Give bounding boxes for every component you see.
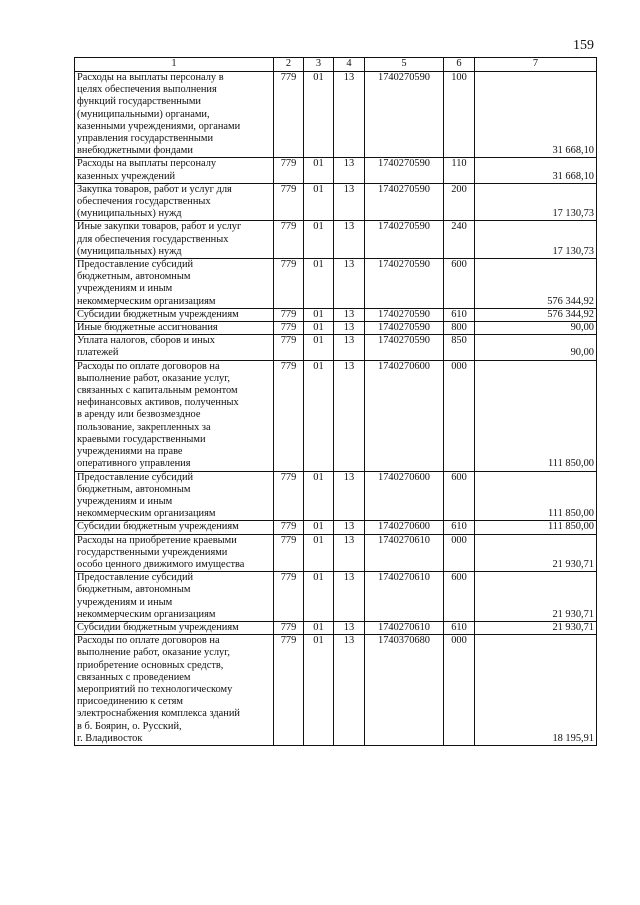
row-code-2: 779 xyxy=(274,322,304,335)
row-code-3: 01 xyxy=(304,621,334,634)
row-code-5: 1740370680 xyxy=(365,635,444,746)
row-code-4: 13 xyxy=(334,521,365,534)
row-code-6: 600 xyxy=(444,471,475,521)
row-code-5: 1740270610 xyxy=(365,621,444,634)
row-code-6: 600 xyxy=(444,572,475,622)
row-name: Предоставление субсидий бюджетным, автономным учреждениям и иным некоммерческим организациям xyxy=(75,259,274,309)
row-code-4: 13 xyxy=(334,572,365,622)
row-code-2: 779 xyxy=(274,335,304,360)
row-code-6: 000 xyxy=(444,360,475,471)
row-code-4: 13 xyxy=(334,308,365,321)
row-amount: 90,00 xyxy=(475,335,597,360)
row-code-6: 200 xyxy=(444,183,475,221)
table-row xyxy=(75,635,597,746)
header-cell: 6 xyxy=(444,58,475,72)
row-code-2: 779 xyxy=(274,221,304,259)
row-amount: 576 344,92 xyxy=(475,308,597,321)
row-code-4: 13 xyxy=(334,183,365,221)
row-amount: 576 344,92 xyxy=(475,259,597,309)
row-code-6: 800 xyxy=(444,322,475,335)
row-code-2: 779 xyxy=(274,259,304,309)
table-header-row xyxy=(75,58,597,72)
row-code-5: 1740270590 xyxy=(365,158,444,183)
row-name: Субсидии бюджетным учреждениям xyxy=(75,308,274,321)
row-code-6: 610 xyxy=(444,521,475,534)
row-name: Иные закупки товаров, работ и услуг для обеспечения государственных (муниципальных) нужд xyxy=(75,221,274,259)
row-name: Расходы по оплате договоров на выполнение работ, оказание услуг, приобретение основных средств, связанных с проведением мероприятий по технологическому присоединению к сетям электроснабжения комплекса зданий в б. Боярин, о. Русский, г. Владивосток xyxy=(75,635,274,746)
row-code-6: 110 xyxy=(444,158,475,183)
row-amount: 31 668,10 xyxy=(475,72,597,158)
row-code-6: 600 xyxy=(444,259,475,309)
row-amount: 111 850,00 xyxy=(475,521,597,534)
row-code-3: 01 xyxy=(304,308,334,321)
row-code-2: 779 xyxy=(274,308,304,321)
row-code-5: 1740270610 xyxy=(365,534,444,572)
header-cell: 7 xyxy=(475,58,597,72)
row-name: Расходы на выплаты персоналу казенных учреждений xyxy=(75,158,274,183)
row-name: Иные бюджетные ассигнования xyxy=(75,322,274,335)
row-code-3: 01 xyxy=(304,158,334,183)
row-code-6: 000 xyxy=(444,534,475,572)
row-name: Субсидии бюджетным учреждениям xyxy=(75,621,274,634)
row-code-5: 1740270590 xyxy=(365,183,444,221)
row-code-3: 01 xyxy=(304,360,334,471)
row-code-4: 13 xyxy=(334,471,365,521)
row-code-4: 13 xyxy=(334,72,365,158)
table-row xyxy=(75,72,597,158)
budget-table-body xyxy=(75,58,597,746)
header-cell: 5 xyxy=(365,58,444,72)
table-row xyxy=(75,621,597,634)
row-code-6: 000 xyxy=(444,635,475,746)
row-code-2: 779 xyxy=(274,534,304,572)
row-code-3: 01 xyxy=(304,72,334,158)
header-cell: 2 xyxy=(274,58,304,72)
row-amount: 111 850,00 xyxy=(475,471,597,521)
row-code-5: 1740270590 xyxy=(365,259,444,309)
row-code-4: 13 xyxy=(334,221,365,259)
page-number: 159 xyxy=(573,38,594,53)
row-name: Предоставление субсидий бюджетным, автономным учреждениям и иным некоммерческим организациям xyxy=(75,471,274,521)
row-code-3: 01 xyxy=(304,322,334,335)
row-code-3: 01 xyxy=(304,521,334,534)
row-code-6: 610 xyxy=(444,621,475,634)
row-code-6: 850 xyxy=(444,335,475,360)
table-row xyxy=(75,158,597,183)
row-code-4: 13 xyxy=(334,259,365,309)
row-code-3: 01 xyxy=(304,572,334,622)
row-amount: 17 130,73 xyxy=(475,183,597,221)
row-code-3: 01 xyxy=(304,259,334,309)
row-code-5: 1740270590 xyxy=(365,335,444,360)
row-name: Субсидии бюджетным учреждениям xyxy=(75,521,274,534)
row-amount: 17 130,73 xyxy=(475,221,597,259)
header-cell: 4 xyxy=(334,58,365,72)
row-code-2: 779 xyxy=(274,521,304,534)
row-name: Закупка товаров, работ и услуг для обеспечения государственных (муниципальных) нужд xyxy=(75,183,274,221)
row-name: Расходы на приобретение краевыми государственными учреждениями особо ценного движимого имущества xyxy=(75,534,274,572)
budget-table xyxy=(74,57,597,746)
header-cell: 1 xyxy=(75,58,274,72)
table-row xyxy=(75,521,597,534)
table-row xyxy=(75,360,597,471)
row-code-5: 1740270610 xyxy=(365,572,444,622)
row-code-2: 779 xyxy=(274,621,304,634)
row-code-5: 1740270600 xyxy=(365,360,444,471)
row-code-2: 779 xyxy=(274,360,304,471)
row-amount: 21 930,71 xyxy=(475,621,597,634)
row-name: Расходы на выплаты персоналу в целях обеспечения выполнения функций государственными (муниципальными) органами, казенными учреждениями, органами управления государственными внебюджетными фондами xyxy=(75,72,274,158)
row-code-5: 1740270590 xyxy=(365,308,444,321)
row-code-2: 779 xyxy=(274,635,304,746)
row-code-3: 01 xyxy=(304,221,334,259)
table-row xyxy=(75,221,597,259)
row-code-5: 1740270590 xyxy=(365,322,444,335)
table-row xyxy=(75,471,597,521)
table-row xyxy=(75,572,597,622)
row-code-4: 13 xyxy=(334,534,365,572)
row-code-2: 779 xyxy=(274,572,304,622)
row-name: Уплата налогов, сборов и иных платежей xyxy=(75,335,274,360)
table-row xyxy=(75,322,597,335)
table-row xyxy=(75,534,597,572)
row-amount: 31 668,10 xyxy=(475,158,597,183)
row-code-2: 779 xyxy=(274,183,304,221)
row-name: Расходы по оплате договоров на выполнение работ, оказание услуг, связанных с капитальным ремонтом нефинансовых активов, полученных в аренду или безвозмездное пользование, закрепленных за краевыми государственными учреждениями на праве оперативного управления xyxy=(75,360,274,471)
row-code-3: 01 xyxy=(304,534,334,572)
row-amount: 90,00 xyxy=(475,322,597,335)
table-row xyxy=(75,335,597,360)
row-code-5: 1740270600 xyxy=(365,471,444,521)
row-code-2: 779 xyxy=(274,72,304,158)
row-code-5: 1740270590 xyxy=(365,221,444,259)
row-code-4: 13 xyxy=(334,322,365,335)
row-code-6: 610 xyxy=(444,308,475,321)
row-code-3: 01 xyxy=(304,183,334,221)
row-code-4: 13 xyxy=(334,158,365,183)
row-amount: 21 930,71 xyxy=(475,534,597,572)
row-code-5: 1740270590 xyxy=(365,72,444,158)
table-row xyxy=(75,308,597,321)
row-code-3: 01 xyxy=(304,471,334,521)
row-code-3: 01 xyxy=(304,635,334,746)
table-row xyxy=(75,259,597,309)
row-code-2: 779 xyxy=(274,158,304,183)
row-amount: 18 195,91 xyxy=(475,635,597,746)
row-code-6: 240 xyxy=(444,221,475,259)
row-code-3: 01 xyxy=(304,335,334,360)
row-code-4: 13 xyxy=(334,335,365,360)
row-code-5: 1740270600 xyxy=(365,521,444,534)
row-code-6: 100 xyxy=(444,72,475,158)
row-code-4: 13 xyxy=(334,635,365,746)
row-code-4: 13 xyxy=(334,621,365,634)
row-code-4: 13 xyxy=(334,360,365,471)
row-code-2: 779 xyxy=(274,471,304,521)
row-name: Предоставление субсидий бюджетным, автономным учреждениям и иным некоммерческим организациям xyxy=(75,572,274,622)
header-cell: 3 xyxy=(304,58,334,72)
table-row xyxy=(75,183,597,221)
row-amount: 111 850,00 xyxy=(475,360,597,471)
row-amount: 21 930,71 xyxy=(475,572,597,622)
